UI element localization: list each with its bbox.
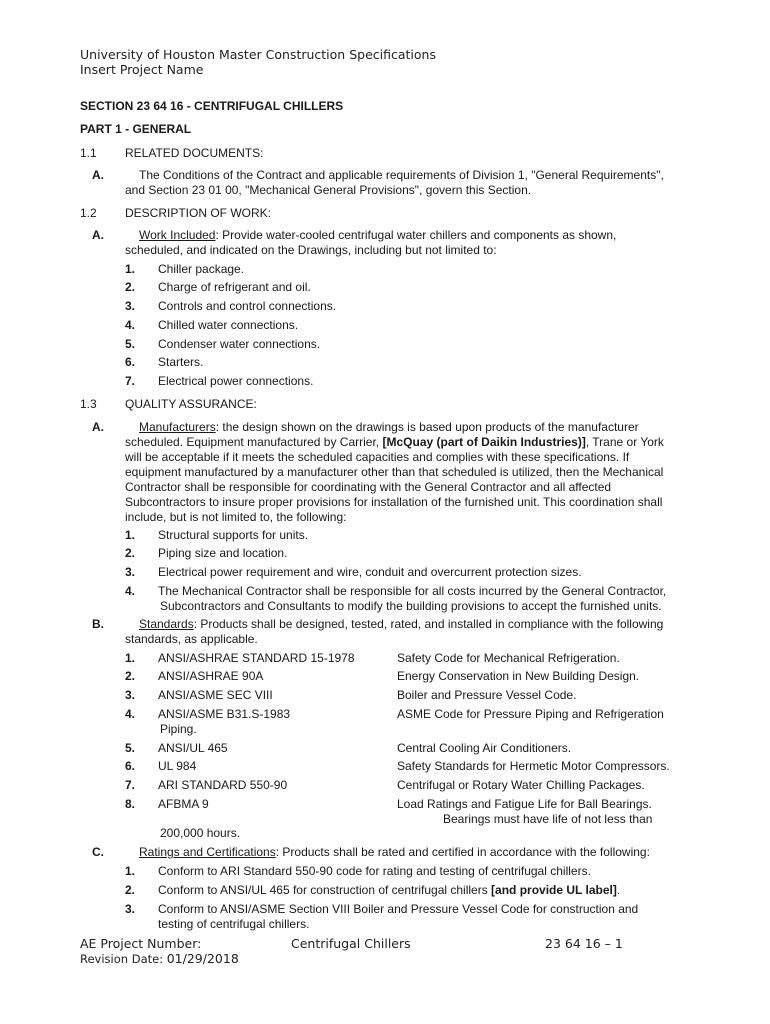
article-title: QUALITY ASSURANCE: bbox=[125, 397, 257, 411]
list-number: 5. bbox=[125, 337, 136, 351]
standard-description: Safety Standards for Hermetic Motor Compressors. bbox=[397, 759, 670, 773]
standard-description: ASME Code for Pressure Piping and Refrigeration bbox=[397, 707, 664, 721]
paragraph-text-rest: : Provide water-cooled centrifugal water chillers and components as shown, bbox=[215, 228, 617, 242]
list-item: Controls and control connections. bbox=[158, 299, 337, 313]
standard-description: Centrifugal or Rotary Water Chilling Packages. bbox=[397, 778, 645, 792]
list-number: 8. bbox=[125, 797, 136, 811]
list-item-option: [and provide UL label] bbox=[491, 883, 617, 897]
paragraph-text: Contractor shall be responsible for coordinating with the General Contractor and all affected bbox=[125, 480, 612, 494]
list-number: 3. bbox=[125, 299, 136, 313]
standard-code: ANSI/ASHRAE 90A bbox=[158, 669, 264, 683]
list-item: Condenser water connections. bbox=[158, 337, 321, 351]
standard-description: Safety Code for Mechanical Refrigeration. bbox=[397, 651, 620, 665]
list-item: Charge of refrigerant and oil. bbox=[158, 280, 311, 294]
list-number: 5. bbox=[125, 741, 136, 755]
article-number: 1.2 bbox=[80, 206, 97, 220]
list-item: Piping size and location. bbox=[158, 546, 288, 560]
standard-description-continued: Piping. bbox=[160, 722, 197, 736]
list-number: 6. bbox=[125, 355, 136, 369]
list-number: 3. bbox=[125, 688, 136, 702]
footer-page-number: 23 64 16 – 1 bbox=[545, 936, 623, 951]
standard-code: ANSI/ASME SEC VIII bbox=[158, 688, 273, 702]
footer-project-number-label: AE Project Number: bbox=[80, 936, 202, 951]
standard-description: Load Ratings and Fatigue Life for Ball Bearings. bbox=[397, 797, 652, 811]
list-number: 1. bbox=[125, 528, 136, 542]
paragraph-label: Standards bbox=[139, 617, 194, 631]
list-number: 1. bbox=[125, 651, 136, 665]
standard-code: ANSI/ASME B31.S-1983 bbox=[158, 707, 291, 721]
header-line-2: Insert Project Name bbox=[80, 62, 204, 77]
section-title: SECTION 23 64 16 - CENTRIFUGAL CHILLERS bbox=[80, 99, 344, 113]
standard-description: Energy Conservation in New Building Design. bbox=[397, 669, 640, 683]
list-number: 4. bbox=[125, 707, 136, 721]
paragraph-text bbox=[125, 435, 664, 450]
paragraph-text: The Conditions of the Contract and applicable requirements of Division 1, "General Requirements", bbox=[139, 168, 664, 182]
article-number: 1.1 bbox=[80, 146, 97, 160]
article-title: DESCRIPTION OF WORK: bbox=[125, 206, 272, 220]
list-item: Chiller package. bbox=[158, 262, 245, 276]
paragraph-text: Subcontractors to insure proper provisions for installation of the furnished unit. This coordination shall bbox=[125, 495, 663, 509]
paragraph-label: Ratings and Certifications bbox=[139, 845, 276, 859]
standard-description-continued: 200,000 hours. bbox=[160, 826, 241, 840]
list-item-post: . bbox=[616, 883, 621, 897]
list-number: 3. bbox=[125, 565, 136, 579]
standard-code: AFBMA 9 bbox=[158, 797, 209, 811]
list-number: 7. bbox=[125, 778, 136, 792]
paragraph-text: standards, as applicable. bbox=[125, 632, 258, 646]
list-item-continued: testing of centrifugal chillers. bbox=[158, 917, 310, 931]
list-number: 2. bbox=[125, 546, 136, 560]
article-title: RELATED DOCUMENTS: bbox=[125, 146, 264, 160]
list-number: 2. bbox=[125, 280, 136, 294]
part-heading: PART 1 - GENERAL bbox=[80, 122, 192, 136]
paragraph-text-rest: : Products shall be designed, tested, rated, and installed in compliance with the following bbox=[193, 617, 664, 631]
paragraph-text bbox=[139, 617, 663, 632]
paragraph-text-rest: : Products shall be rated and certified in accordance with the following: bbox=[275, 845, 650, 859]
paragraph-text: equipment manufactured by a manufacturer other than that scheduled is utilized, then the Mechanical bbox=[125, 465, 664, 479]
paragraph-text: and Section 23 01 00, "Mechanical General Provisions", govern this Section. bbox=[125, 183, 532, 197]
list-item: Electrical power requirement and wire, conduit and overcurrent protection sizes. bbox=[158, 565, 582, 579]
paragraph-letter: A. bbox=[92, 168, 104, 182]
standard-description-continued: Bearings must have life of not less than bbox=[443, 812, 653, 826]
list-item: Starters. bbox=[158, 355, 204, 369]
standard-code: ANSI/UL 465 bbox=[158, 741, 228, 755]
standard-code: ARI STANDARD 550-90 bbox=[158, 778, 288, 792]
list-number: 2. bbox=[125, 883, 136, 897]
list-number: 2. bbox=[125, 669, 136, 683]
paragraph-text-rest: : the design shown on the drawings is based upon products of the manufacturer bbox=[215, 420, 639, 434]
paragraph-letter: C. bbox=[92, 845, 104, 859]
footer-revision-date: 01/29/2018 bbox=[166, 951, 239, 966]
standard-code: UL 984 bbox=[158, 759, 197, 773]
paragraph-letter: A. bbox=[92, 420, 104, 434]
standard-code: ANSI/ASHRAE STANDARD 15-1978 bbox=[158, 651, 355, 665]
manufacturer-option: [McQuay (part of Daikin Industries)] bbox=[382, 435, 586, 449]
list-item bbox=[158, 883, 620, 898]
list-number: 6. bbox=[125, 759, 136, 773]
paragraph-text-post: , Trane or York bbox=[585, 435, 664, 449]
list-number: 1. bbox=[125, 262, 136, 276]
paragraph-text-pre: scheduled. Equipment manufactured by Carrier, bbox=[125, 435, 383, 449]
standard-description: Boiler and Pressure Vessel Code. bbox=[397, 688, 577, 702]
list-number: 7. bbox=[125, 374, 136, 388]
paragraph-text: will be acceptable if it meets the scheduled capacities and complies with these specifications. If bbox=[125, 450, 630, 464]
header-line-1: University of Houston Master Construction Specifications bbox=[80, 47, 436, 62]
list-item: Conform to ARI Standard 550-90 code for rating and testing of centrifugal chillers. bbox=[158, 864, 591, 878]
standard-description: Central Cooling Air Conditioners. bbox=[397, 741, 572, 755]
footer-revision-label: Revision Date: bbox=[80, 952, 167, 966]
paragraph-letter: B. bbox=[92, 617, 104, 631]
paragraph-text bbox=[139, 228, 616, 243]
footer-revision bbox=[80, 951, 239, 966]
list-number: 4. bbox=[125, 318, 136, 332]
article-number: 1.3 bbox=[80, 397, 97, 411]
list-item-continued: Subcontractors and Consultants to modify the building provisions to accept the furnished units. bbox=[160, 599, 662, 613]
paragraph-text bbox=[139, 845, 650, 860]
list-number: 3. bbox=[125, 902, 136, 916]
list-item: Conform to ANSI/ASME Section VIII Boiler and Pressure Vessel Code for construction and bbox=[158, 902, 639, 916]
paragraph-text: include, but is not limited to, the following: bbox=[125, 510, 347, 524]
list-number: 1. bbox=[125, 864, 136, 878]
list-item: Chilled water connections. bbox=[158, 318, 299, 332]
paragraph-text bbox=[139, 420, 639, 435]
list-item: Electrical power connections. bbox=[158, 374, 314, 388]
list-item: The Mechanical Contractor shall be responsible for all costs incurred by the General Contractor, bbox=[158, 584, 667, 598]
list-item: Structural supports for units. bbox=[158, 528, 309, 542]
paragraph-label: Manufacturers bbox=[139, 420, 216, 434]
list-item-text: Conform to ANSI/UL 465 for construction of centrifugal chillers bbox=[158, 883, 492, 897]
paragraph-text: scheduled, and indicated on the Drawings, including but not limited to: bbox=[125, 243, 497, 257]
paragraph-letter: A. bbox=[92, 228, 104, 242]
list-number: 4. bbox=[125, 584, 136, 598]
paragraph-label: Work Included bbox=[139, 228, 216, 242]
footer-title: Centrifugal Chillers bbox=[291, 936, 411, 951]
